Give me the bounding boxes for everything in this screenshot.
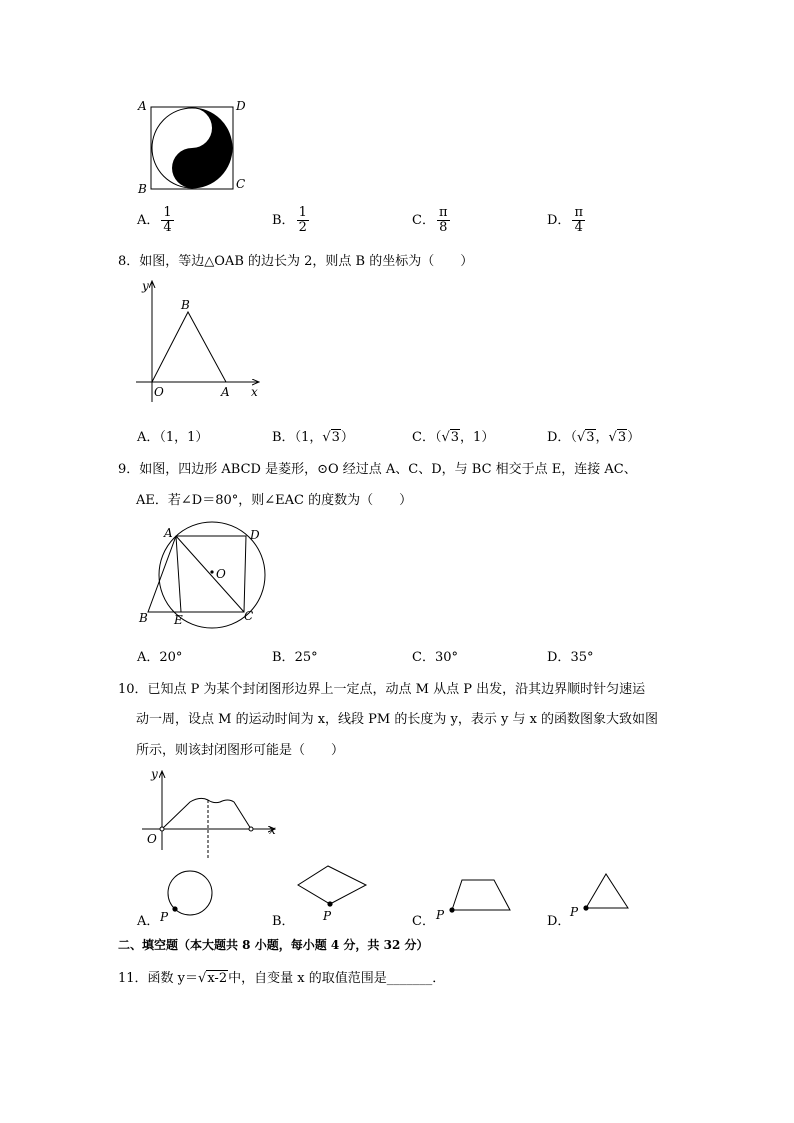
- label-o: O: [147, 832, 157, 846]
- label-a: A: [221, 385, 230, 399]
- function-graph-figure: [138, 766, 286, 862]
- sqrt-symbol: √3: [576, 430, 595, 445]
- label-o: O: [154, 385, 164, 399]
- label-d: D: [236, 99, 246, 113]
- q7-option-b[interactable]: B． $\frac{1}{2}$: [272, 205, 307, 235]
- q10-option-d[interactable]: D．: [547, 914, 571, 929]
- label-p: P: [160, 910, 169, 924]
- q9-option-d[interactable]: D．35°: [547, 650, 594, 665]
- label-p: P: [323, 909, 332, 923]
- sqrt-symbol: √x-2: [198, 971, 228, 986]
- rhombus-circle-figure: [132, 520, 282, 632]
- label-a: A: [164, 526, 173, 540]
- answer-blank[interactable]: _______: [386, 971, 433, 986]
- label-p: P: [570, 905, 579, 919]
- q7-option-c[interactable]: C． $\frac{\pi}{8}$: [412, 205, 448, 235]
- q11-stem: 11．函数 y＝√x-2中，自变量 x 的取值范围是_______．: [118, 971, 446, 986]
- sqrt-symbol: √3: [322, 430, 340, 445]
- label-d: D: [250, 528, 260, 542]
- label-c: C: [236, 177, 246, 191]
- q8-option-d[interactable]: D．（√3，√3）: [547, 430, 641, 445]
- triangle-axes-figure: [132, 276, 272, 404]
- label-e: E: [174, 613, 183, 627]
- q10-option-c[interactable]: C．: [412, 914, 435, 929]
- axis-x-label: x: [269, 823, 276, 837]
- q9-option-a[interactable]: A．20°: [137, 650, 183, 665]
- axis-y-label: y: [142, 279, 149, 293]
- label-o: O: [216, 567, 226, 581]
- option-rhombus-figure: [292, 862, 372, 924]
- label-a: A: [138, 99, 147, 113]
- q7-option-a[interactable]: A． $\frac{1}{4}$: [137, 205, 172, 235]
- sqrt-symbol: √3: [441, 430, 460, 445]
- label-p: P: [436, 908, 445, 922]
- label-b: B: [139, 611, 148, 625]
- section-2-title: 二、填空题（本大题共 8 小题，每小题 4 分，共 32 分）: [118, 938, 429, 952]
- label-b: B: [181, 298, 190, 312]
- q10-stem-line-3: 所示，则该封闭图形可能是（ ）: [136, 743, 345, 758]
- q8-option-a[interactable]: A．（1，1）: [137, 430, 209, 445]
- option-triangle-figure: [568, 866, 634, 920]
- q9-stem-line-2: AE．若∠D＝80°，则∠EAC 的度数为（ ）: [136, 493, 413, 508]
- yin-yang-figure: [132, 96, 252, 196]
- q9-option-c[interactable]: C．30°: [412, 650, 458, 665]
- label-b: B: [138, 182, 147, 196]
- label-c: C: [244, 609, 254, 623]
- option-circle-figure: [160, 868, 220, 926]
- q10-option-a[interactable]: A．: [137, 914, 160, 929]
- sqrt-symbol: √3: [608, 430, 627, 445]
- q10-option-b[interactable]: B．: [272, 914, 295, 929]
- axis-y-label: y: [151, 767, 158, 781]
- q9-stem-line-1: 9．如图，四边形 ABCD 是菱形，⊙O 经过点 A、C、D，与 BC 相交于点 E，连接 AC、: [118, 462, 637, 477]
- q8-stem: 8．如图，等边△OAB 的边长为 2，则点 B 的坐标为（ ）: [118, 254, 474, 269]
- q7-option-d[interactable]: D． $\frac{\pi}{4}$: [547, 205, 583, 235]
- q8-option-c[interactable]: C．（√3，1）: [412, 430, 495, 445]
- q9-option-b[interactable]: B．25°: [272, 650, 318, 665]
- q10-stem-line-1: 10．已知点 P 为某个封闭图形边界上一定点，动点 M 从点 P 出发，沿其边界顺时针匀速运: [118, 682, 646, 697]
- axis-x-label: x: [251, 385, 258, 399]
- option-trapezoid-figure: [432, 872, 518, 922]
- q8-option-b[interactable]: B．（1，√3）: [272, 430, 354, 445]
- q10-stem-line-2: 动一周，设点 M 的运动时间为 x，线段 PM 的长度为 y，表示 y 与 x 的函数图象大致如图: [136, 712, 659, 727]
